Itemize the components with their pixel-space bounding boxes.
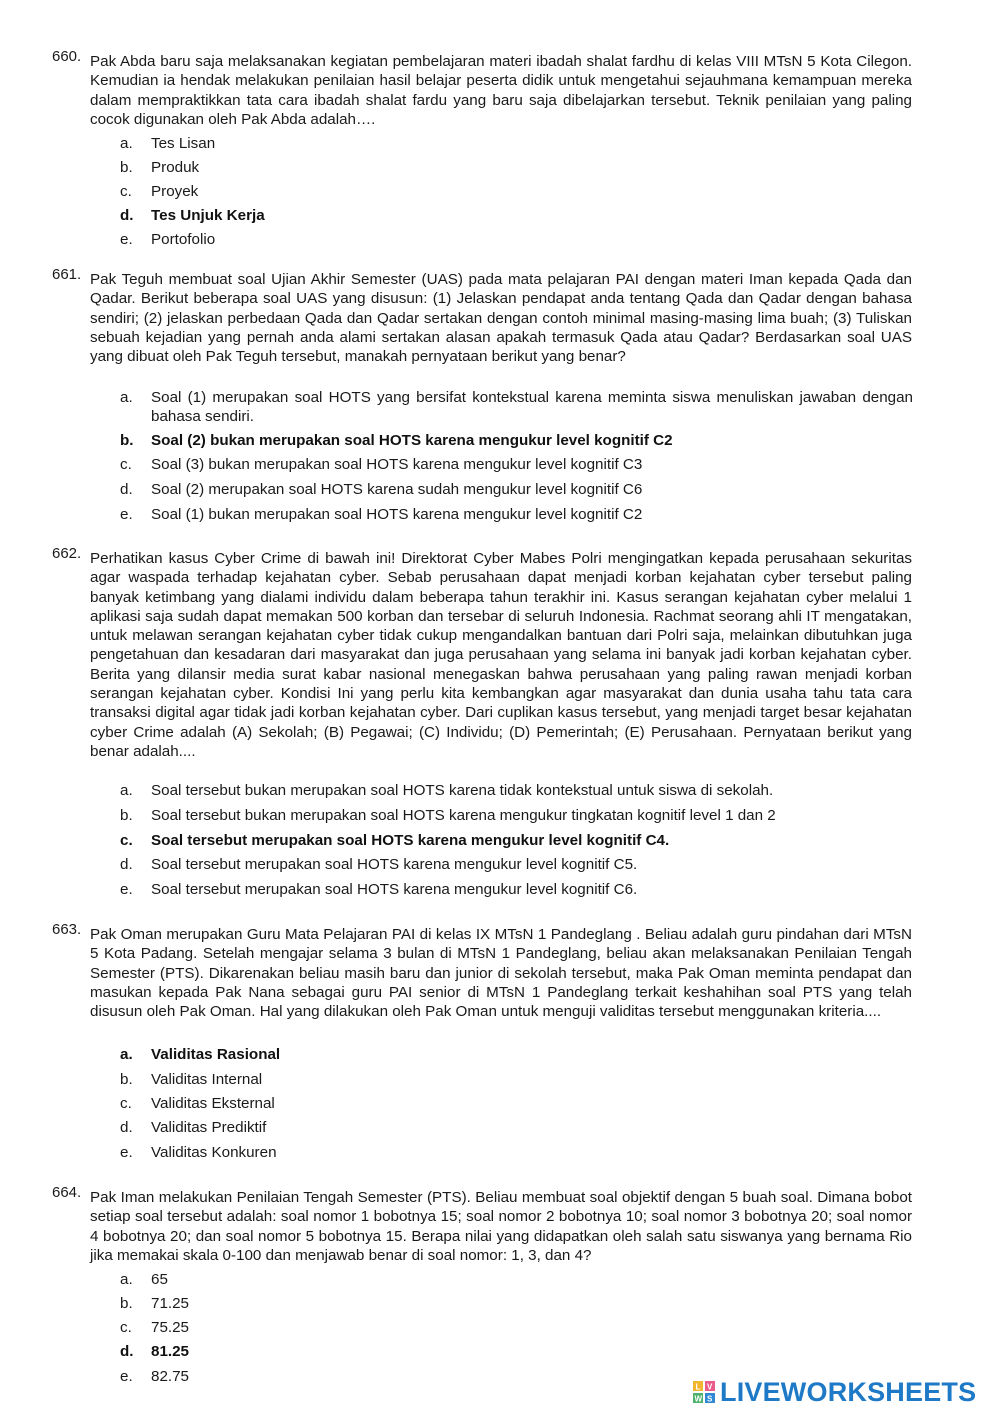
option-letter: b. <box>120 1071 133 1088</box>
option-text: 71.25 <box>151 1295 190 1312</box>
question-text: Perhatikan kasus Cyber Crime di bawah ini! Direktorat Cyber Mabes Polri mengingatkan kepada perusahaan sekuritas agar waspada terhadap kejahatan cyber. Sebab perusahaan dapat menjadi korban kejahatan cyber tersebut paling banyak ketimbang yang dialami individu dalam beberapa tahun terakhir ini. Kasus serangan kejahatan cyber melalui 1 aplikasi saja sudah dapat memakan 500 korban dan tersebar di seluruh Indonesia. Rachmat seorang ahli IT mengatakan, untuk melawan serangan kejahatan cyber tidak cukup mengandalkan bantuan dari Polri saja, melainkan dibutuhkan juga pengetahuan dan kesadaran dari masyarakat dan juga perusahaan yang selama ini banyak jadi korban kejahatan cyber. Berita yang dilansir media surat kabar nasional menegaskan bahwa perusahaan yang paling rawan menjadi korban serangan kejahatan cyber. Kondisi Ini yang perlu kita kembangkan agar masyarakat dan dunia usaha tahu tata cara transaksi digital agar tidak jadi korban kejahatan cyber. Dari cuplikan kasus tersebut, yang menjadi target besar kejahatan cyber Crime adalah (A) Sekolah; (B) Pegawai; (C) Individu; (D) Pemerintah; (E) Perusahaan. Pernyataan berikut yang benar adalah.... <box>90 550 912 760</box>
option-text: Portofolio <box>151 231 216 248</box>
option-text: Soal tersebut merupakan soal HOTS karena mengukur level kognitif C5. <box>151 856 638 873</box>
option-text: Soal tersebut bukan merupakan soal HOTS karena mengukur tingkatan kognitif level 1 dan 2 <box>151 807 776 824</box>
option-text: Soal (1) bukan merupakan soal HOTS karena mengukur level kognitif C2 <box>151 506 643 523</box>
option-text: Soal tersebut merupakan soal HOTS karena mengukur level kognitif C6. <box>151 881 638 898</box>
option-text: Validitas Prediktif <box>151 1119 267 1136</box>
option-letter: a. <box>120 782 133 799</box>
option-letter: a. <box>120 1046 133 1063</box>
option-text: 81.25 <box>151 1343 190 1360</box>
option-text: Tes Lisan <box>151 135 216 152</box>
option-letter: a. <box>120 389 133 406</box>
option-text: Soal tersebut bukan merupakan soal HOTS karena tidak kontekstual untuk siswa di sekolah. <box>151 782 774 799</box>
option-text: Validitas Konkuren <box>151 1144 277 1161</box>
option-text: Validitas Internal <box>151 1071 263 1088</box>
option-text: Soal (2) bukan merupakan soal HOTS karena mengukur level kognitif C2 <box>151 432 673 449</box>
option-text: Proyek <box>151 183 199 200</box>
option-letter: b. <box>120 432 134 449</box>
question-number: 664. <box>52 1184 82 1201</box>
option-letter: e. <box>120 1144 133 1161</box>
svg-text:W: W <box>694 1394 703 1404</box>
watermark-text: LIVEWORKSHEETS <box>720 1377 977 1407</box>
question-number: 660. <box>52 48 82 65</box>
question-text: Pak Teguh membuat soal Ujian Akhir Semester (UAS) pada mata pelajaran PAI dengan materi Iman kepada Qada dan Qadar. Berikut beberapa soal UAS yang disusun: (1) Jelaskan pendapat anda tentang Qada dan Qadar dengan bahasa sendiri; (2) jelaskan perbedaan Qada dan Qadar sertakan dengan contoh minimal masing-masing lima buah; (3) Tuliskan sebuah kejadian yang pernah anda alami sertakan alasan apakah termasuk Qada atau Qadar? Berdasarkan soal UAS yang dibuat oleh Pak Teguh tersebut, manakah pernyataan berikut yang benar? <box>90 271 912 366</box>
option-text: Soal (1) merupakan soal HOTS yang bersifat kontekstual karena meminta siswa menuliskan jawaban dengan bahasa sendiri. <box>151 389 913 426</box>
svg-text:S: S <box>707 1394 713 1404</box>
option-letter: e. <box>120 231 133 248</box>
question-number: 663. <box>52 921 82 938</box>
option-letter: e. <box>120 506 133 523</box>
option-letter: c. <box>120 1319 132 1336</box>
question-text: Pak Oman merupakan Guru Mata Pelajaran PAI di kelas IX MTsN 1 Pandeglang . Beliau adalah guru pindahan dari MTsN 5 Kota Padang. Setelah mengajar selama 3 bulan di MTsN 1 Pandeglang, beliau akan melaksanakan Penilaian Tengah Semester (PTS). Dikarenakan beliau masih baru dan junior di sekolah tersebut, maka Pak Oman meminta pendapat dan masukan kepada Pak Nana sebagai guru PAI senior di MTsN 1 Pandeglang terkait keshahihan soal PTS yang telah disusun oleh Pak Oman. Hal yang dilakukan oleh Pak Oman untuk menguji validitas tersebut menggunakan kriteria.... <box>90 926 912 1021</box>
option-text: Produk <box>151 159 200 176</box>
option-letter: d. <box>120 1119 133 1136</box>
option-text: Soal tersebut merupakan soal HOTS karena mengukur level kognitif C4. <box>151 832 670 849</box>
option-letter: c. <box>120 456 132 473</box>
option-letter: e. <box>120 1368 133 1385</box>
option-letter: c. <box>120 183 132 200</box>
option-letter: c. <box>120 1095 132 1112</box>
svg-text:L: L <box>695 1382 701 1392</box>
option-text: Validitas Rasional <box>151 1046 281 1063</box>
option-letter: d. <box>120 207 134 224</box>
question-number: 662. <box>52 545 82 562</box>
option-text: Soal (2) merupakan soal HOTS karena sudah mengukur level kognitif C6 <box>151 481 643 498</box>
option-letter: b. <box>120 807 133 824</box>
option-letter: c. <box>120 832 133 849</box>
option-letter: d. <box>120 1343 134 1360</box>
option-letter: a. <box>120 1271 133 1288</box>
option-text: 65 <box>151 1271 168 1288</box>
option-letter: d. <box>120 481 133 498</box>
option-text: Validitas Eksternal <box>151 1095 275 1112</box>
question-text: Pak Iman melakukan Penilaian Tengah Semester (PTS). Beliau membuat soal objektif dengan 5 buah soal. Dimana bobot setiap soal tersebut adalah: soal nomor 1 bobotnya 15; soal nomor 2 bobotnya 10; soal nomor 3 bobotnya 20; soal nomor 4 bobotnya 20; dan soal nomor 5 bobotnya 15. Berapa nilai yang didapatkan oleh salah satu siswanya yang bernama Rio jika memakai skala 0-100 dan menjawab benar di soal nomor: 1, 3, dan 4? <box>90 1189 912 1264</box>
question-text: Pak Abda baru saja melaksanakan kegiatan pembelajaran materi ibadah shalat fardhu di kelas VIII MTsN 5 Kota Cilegon. Kemudian ia hendak melakukan penilaian hasil belajar peserta didik untuk mengetahui sejauhmana kemampuan mereka dalam mempraktikkan tata cara ibadah shalat fardu yang baru saja dibelajarkan tersebut. Teknik penilaian yang paling cocok digunakan oleh Pak Abda adalah…. <box>90 53 912 128</box>
option-letter: a. <box>120 135 133 152</box>
option-text: Tes Unjuk Kerja <box>151 207 265 224</box>
option-letter: b. <box>120 159 133 176</box>
option-text: 75.25 <box>151 1319 190 1336</box>
option-text: 82.75 <box>151 1368 190 1385</box>
liveworksheets-watermark <box>692 1376 992 1408</box>
question-number: 661. <box>52 266 82 283</box>
liveworksheets-logo-icon <box>692 1380 716 1404</box>
svg-text:V: V <box>707 1382 713 1392</box>
option-letter: b. <box>120 1295 133 1312</box>
option-letter: d. <box>120 856 133 873</box>
option-letter: e. <box>120 881 133 898</box>
option-text: Soal (3) bukan merupakan soal HOTS karena mengukur level kognitif C3 <box>151 456 643 473</box>
